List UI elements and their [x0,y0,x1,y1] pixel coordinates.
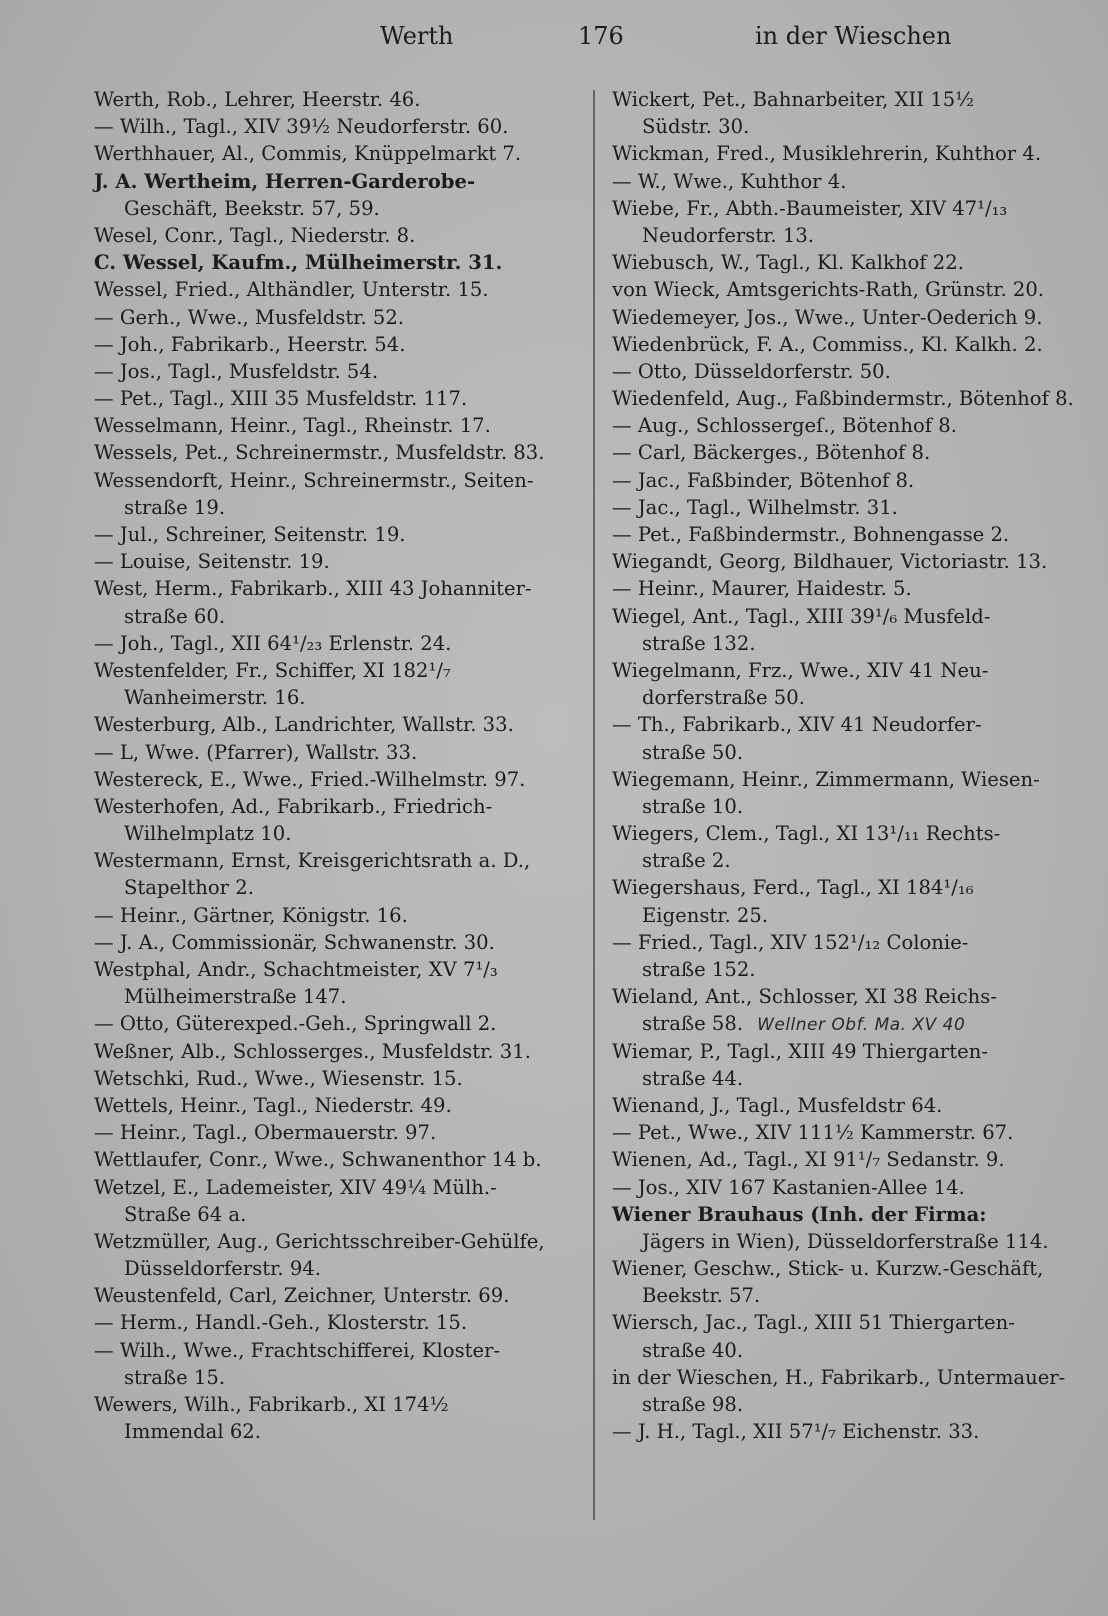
entry-line: — Otto, Düsseldorferstr. 50. [612,359,891,383]
entry-line: — Heinr., Tagl., Obermauerstr. 97. [94,1121,437,1145]
entry-line: Wetzel, E., Lademeister, XIV 49¼ Mülh.- [94,1175,497,1199]
entry-line: Wiebe, Fr., Abth.-Baumeister, XIV 47¹/₁₃ [612,196,1008,220]
entry-line: Wettlaufer, Conr., Wwe., Schwanenthor 14 b. [94,1148,542,1172]
entry-line: — Heinr., Gärtner, Königstr. 16. [94,903,408,927]
entry-line: Wienand, J., Tagl., Musfeldstr 64. [612,1093,943,1117]
entry-line-continuation: straße 132. [642,631,756,655]
entry-line-continuation: Wanheimerstr. 16. [124,686,306,710]
entry-line: Wiegandt, Georg, Bildhauer, Victoriastr. 13. [612,550,1048,574]
entry-line: Wiegershaus, Ferd., Tagl., XI 184¹/₁₆ [612,876,974,900]
entry-line: Wiemar, P., Tagl., XIII 49 Thiergarten- [612,1039,988,1063]
entry-line: Wiedenbrück, F. A., Commiss., Kl. Kalkh. 2. [612,332,1043,356]
entry-line: Wessels, Pet., Schreinermstr., Musfeldstr. 83. [94,441,545,465]
entry-line: — Pet., Tagl., XIII 35 Musfeldstr. 117. [94,387,468,411]
entry-line: — Pet., Wwe., XIV 111½ Kammerstr. 67. [612,1121,1014,1145]
entry-line: West, Herm., Fabrikarb., XIII 43 Johanniter- [94,577,532,601]
entry-line: Wettels, Heinr., Tagl., Niederstr. 49. [94,1093,452,1117]
entry-line-continuation: Straße 64 a. [124,1202,247,1226]
entry-line: — Louise, Seitenstr. 19. [94,550,330,574]
entry-line: — Herm., Handl.-Geh., Klosterstr. 15. [94,1311,468,1335]
header-left-keyword: Werth [380,22,454,50]
entry-line: — Carl, Bäckerges., Bötenhof 8. [612,441,931,465]
entry-line: Wiegemann, Heinr., Zimmermann, Wiesen- [612,767,1040,791]
entry-line-advert: C. Wessel, Kaufm., Mülheimerstr. 31. [94,251,503,275]
entry-line: — Th., Fabrikarb., XIV 41 Neudorfer- [612,713,982,737]
entry-line-advert: J. A. Wertheim, Herren-Garderobe- [94,169,476,193]
entry-line-continuation: straße 50. [642,740,744,764]
entry-line: von Wieck, Amtsgerichts-Rath, Grünstr. 20. [612,278,1045,302]
entry-line: — Heinr., Maurer, Haidestr. 5. [612,577,912,601]
entry-line-continuation: straße 152. [642,958,756,981]
entry-line: Weustenfeld, Carl, Zeichner, Unterstr. 69. [94,1284,510,1308]
entry-line: Wiedemeyer, Jos., Wwe., Unter-Oederich 9. [612,305,1043,329]
entry-line: — W., Wwe., Kuhthor 4. [612,169,847,193]
entry-line: Westerburg, Alb., Landrichter, Wallstr. 33. [94,713,514,737]
right-column [612,86,1098,1445]
entry-line: Wesselmann, Heinr., Tagl., Rheinstr. 17. [94,414,491,438]
entry-line-continuation: straße 60. [124,604,226,628]
entry-line: Westphal, Andr., Schachtmeister, XV 7¹/₃ [94,958,498,981]
entry-line-continuation: Wilhelmplatz 10. [124,822,292,846]
entry-line: Wessel, Fried., Althändler, Unterstr. 15. [94,278,489,302]
entry-line: — Wilh., Wwe., Frachtschifferei, Kloster- [94,1338,501,1362]
entry-line-continuation: Jägers in Wien), Düsseldorferstraße 114. [642,1229,1049,1253]
entry-line: — Aug., Schlossergeſ., Bötenhof 8. [612,414,957,438]
entry-line-continuation: straße 10. [642,794,744,818]
entry-line: — Jul., Schreiner, Seitenstr. 19. [94,523,406,546]
entry-line: — Jos., Tagl., Musfeldstr. 54. [94,359,379,383]
handwritten-note: Wellner Obf. Ma. XV 40 [757,1015,966,1036]
entry-line: Werth, Rob., Lehrer, Heerstr. 46. [94,88,421,111]
entry-line: Wieland, Ant., Schlosser, XI 38 Reichs- [612,985,997,1009]
entry-line: — Fried., Tagl., XIV 152¹/₁₂ Colonie- [612,930,969,954]
entry-line-continuation [612,1010,1098,1037]
entry-line-advert: Wiener Brauhaus (Inh. der Firma: [612,1202,987,1226]
entry-line: Weßner, Alb., Schlosserges., Musfeldstr. 31. [94,1039,531,1063]
entry-line-continuation: straße 98. [642,1393,744,1416]
entry-line: Wewers, Wilh., Fabrikarb., XI 174½ [94,1393,449,1416]
entry-line: Westenfelder, Fr., Schiffer, XI 182¹/₇ [94,658,451,682]
entry-line: — Joh., Tagl., XII 64¹/₂₃ Erlenstr. 24. [94,631,452,655]
entry-line: Westerhofen, Ad., Fabrikarb., Friedrich- [94,794,493,818]
entry-line-continuation: dorferstraße 50. [642,686,805,710]
entry-line: Westermann, Ernst, Kreisgerichtsrath a. D., [94,849,531,873]
entry-line: — Jac., Faßbinder, Bötenhof 8. [612,468,915,492]
entry-line: Westereck, E., Wwe., Fried.-Wilhelmstr. 97. [94,767,526,791]
entry-line-continuation: straße 19. [124,495,226,519]
entry-line-continuation: Immendal 62. [124,1420,261,1444]
entry-line: — Jos., XIV 167 Kastanien-Allee 14. [612,1175,965,1199]
entry-line: Wiersch, Jac., Tagl., XIII 51 Thiergarten- [612,1311,1015,1335]
entry-line: — Pet., Faßbindermstr., Bohnengasse 2. [612,523,1010,546]
entry-line: Wickman, Fred., Musiklehrerin, Kuhthor 4. [612,142,1042,166]
entry-line: — Joh., Fabrikarb., Heerstr. 54. [94,332,406,356]
entry-line: — Wilh., Tagl., XIV 39½ Neudorferstr. 60. [94,115,509,139]
entry-line: Wesel, Conr., Tagl., Niederstr. 8. [94,223,416,247]
entry-line: Wiegelmann, Frz., Wwe., XIV 41 Neu- [612,658,989,682]
entry-line: in der Wieschen, H., Fabrikarb., Untermauer- [612,1365,1066,1389]
entry-line: — J. A., Commissionär, Schwanenstr. 30. [94,930,495,954]
entry-line-continuation: Südstr. 30. [642,115,750,139]
entry-line-continuation: Mülheimerstraße 147. [124,985,347,1009]
entry-line: — L, Wwe. (Pfarrer), Wallstr. 33. [94,740,418,764]
entry-line-continuation: straße 2. [642,849,731,873]
entry-line: — Gerh., Wwe., Musfeldstr. 52. [94,305,405,329]
entry-line-continuation: straße 44. [642,1066,744,1090]
page-header [0,22,1108,62]
entry-line-continuation: Eigenstr. 25. [642,903,769,927]
entry-line-continuation: Neudorferstr. 13. [642,223,815,247]
entry-line: — J. H., Tagl., XII 57¹/₇ Eichenstr. 33. [612,1420,980,1444]
entry-line: Wienen, Ad., Tagl., XI 91¹/₇ Sedanstr. 9. [612,1148,1005,1172]
entry-line: Wiebusch, W., Tagl., Kl. Kalkhof 22. [612,251,964,275]
entry-line: Wiener, Geschw., Stick- u. Kurzw.-Geschäft, [612,1257,1044,1281]
entry-line: — Jac., Tagl., Wilhelmstr. 31. [612,495,898,519]
entry-line-continuation: Beekstr. 57. [642,1284,761,1308]
header-right-keyword: in der Wieschen [755,22,952,50]
entry-line-continuation: straße 40. [642,1338,744,1362]
page-number: 176 [578,22,624,50]
entry-line: — Otto, Güterexped.-Geh., Springwall 2. [94,1012,497,1036]
entry-line-continuation: Düsseldorferstr. 94. [124,1257,321,1281]
entry-line: Werthhauer, Al., Commis, Knüppelmarkt 7. [94,142,522,166]
entry-line-continuation: straße 15. [124,1365,226,1389]
entry-line-continuation: Geschäft, Beekstr. 57, 59. [124,196,380,220]
entry-line: Wiegel, Ant., Tagl., XIII 39¹/₆ Musfeld- [612,604,991,628]
entry-line: Wiedenfeld, Aug., Faßbindermstr., Bötenhof 8. [612,387,1074,411]
entry-line: Wessendorft, Heinr., Schreinermstr., Seiten- [94,468,534,492]
entry-line-continuation: Stapelthor 2. [124,876,254,900]
left-column [94,86,576,1445]
entry-line: Wiegers, Clem., Tagl., XI 13¹/₁₁ Rechts- [612,822,1001,846]
entry-line: Wetzmüller, Aug., Gerichtsschreiber-Gehülfe, [94,1229,545,1253]
entry-line: Wetschki, Rud., Wwe., Wiesenstr. 15. [94,1066,463,1090]
column-divider [593,90,595,1520]
entry-text: straße 58. [642,1012,744,1036]
entry-line: Wickert, Pet., Bahnarbeiter, XII 15½ [612,88,975,111]
